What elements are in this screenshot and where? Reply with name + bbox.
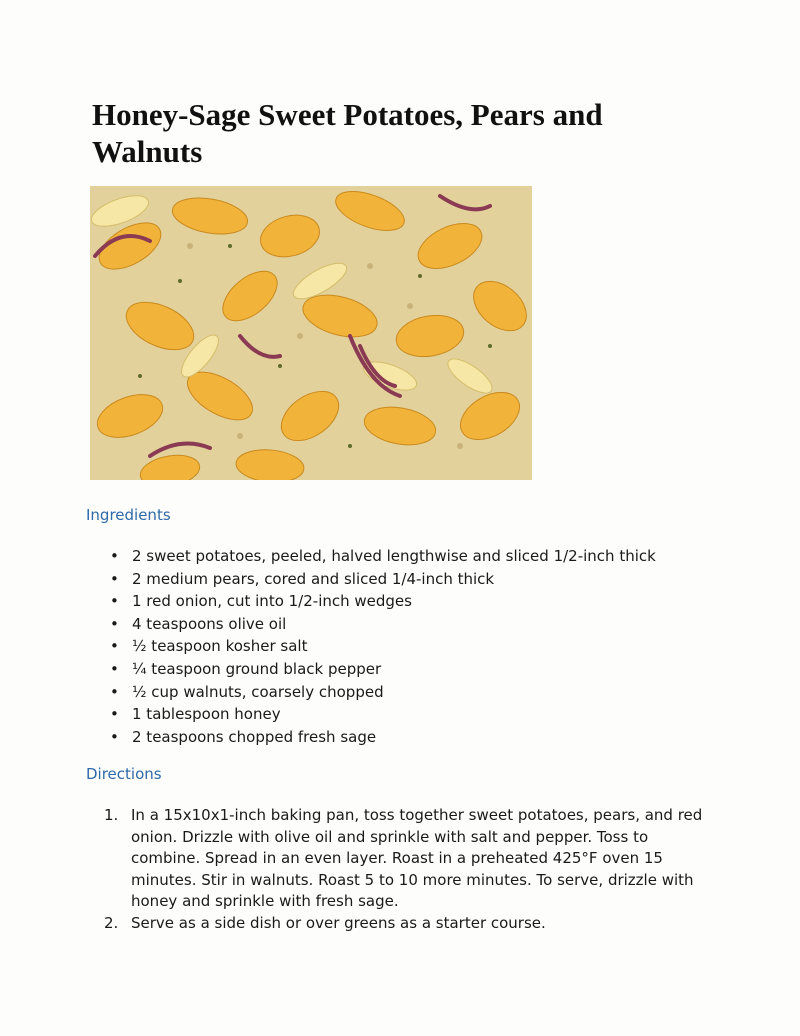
recipe-title: Honey-Sage Sweet Potatoes, Pears and Walnuts: [92, 97, 603, 169]
bullet-icon: •: [110, 637, 119, 656]
list-item: [104, 913, 704, 935]
directions-heading: Directions: [86, 765, 162, 783]
list-item: [110, 681, 750, 704]
bullet-icon: •: [110, 614, 119, 633]
directions-list: [104, 805, 704, 935]
ingredient-text: ½ teaspoon kosher salt: [132, 637, 308, 656]
list-item: [110, 635, 750, 658]
bullet-icon: •: [110, 705, 119, 724]
ingredients-list: [110, 545, 750, 748]
bullet-icon: •: [110, 727, 119, 746]
ingredient-text: ½ cup walnuts, coarsely chopped: [132, 682, 384, 701]
ingredient-text: 2 sweet potatoes, peeled, halved lengthwise and sliced 1/2-inch thick: [132, 547, 656, 565]
bullet-icon: •: [110, 547, 119, 565]
list-item: [110, 726, 750, 749]
direction-text: In a 15x10x1-inch baking pan, toss together sweet potatoes, pears, and red onion. Drizzle with olive oil and sprinkle with salt and pepper. Toss to combine. Spread in an even layer. Roast in a preheated 425°F oven 15 minutes. Stir in walnuts. Roast 5 to 10 more minutes. To serve, drizzle with honey and sprinkle with fresh sage.: [131, 806, 703, 911]
recipe-photo: [90, 186, 532, 480]
ingredient-text: ¼ teaspoon ground black pepper: [132, 659, 382, 678]
bullet-icon: •: [110, 682, 119, 701]
bullet-icon: •: [110, 659, 119, 678]
step-number: 1.: [104, 806, 119, 824]
ingredient-text: 1 tablespoon honey: [132, 705, 281, 724]
ingredient-text: 4 teaspoons olive oil: [132, 614, 287, 633]
list-item: [110, 703, 750, 726]
direction-text: Serve as a side dish or over greens as a starter course.: [131, 913, 546, 932]
list-item: [110, 613, 750, 636]
ingredient-text: 1 red onion, cut into 1/2-inch wedges: [132, 592, 412, 611]
list-item: [110, 590, 750, 613]
ingredient-text: 2 medium pears, cored and sliced 1/4-inch thick: [132, 569, 495, 588]
bullet-icon: •: [110, 592, 119, 611]
ingredient-text: 2 teaspoons chopped fresh sage: [132, 727, 377, 746]
bullet-icon: •: [110, 569, 119, 588]
list-item: [110, 658, 750, 681]
step-number: 2.: [104, 913, 119, 932]
list-item: [104, 805, 704, 913]
list-item: [110, 568, 750, 591]
list-item: [110, 545, 750, 568]
ingredients-heading: Ingredients: [86, 506, 171, 524]
